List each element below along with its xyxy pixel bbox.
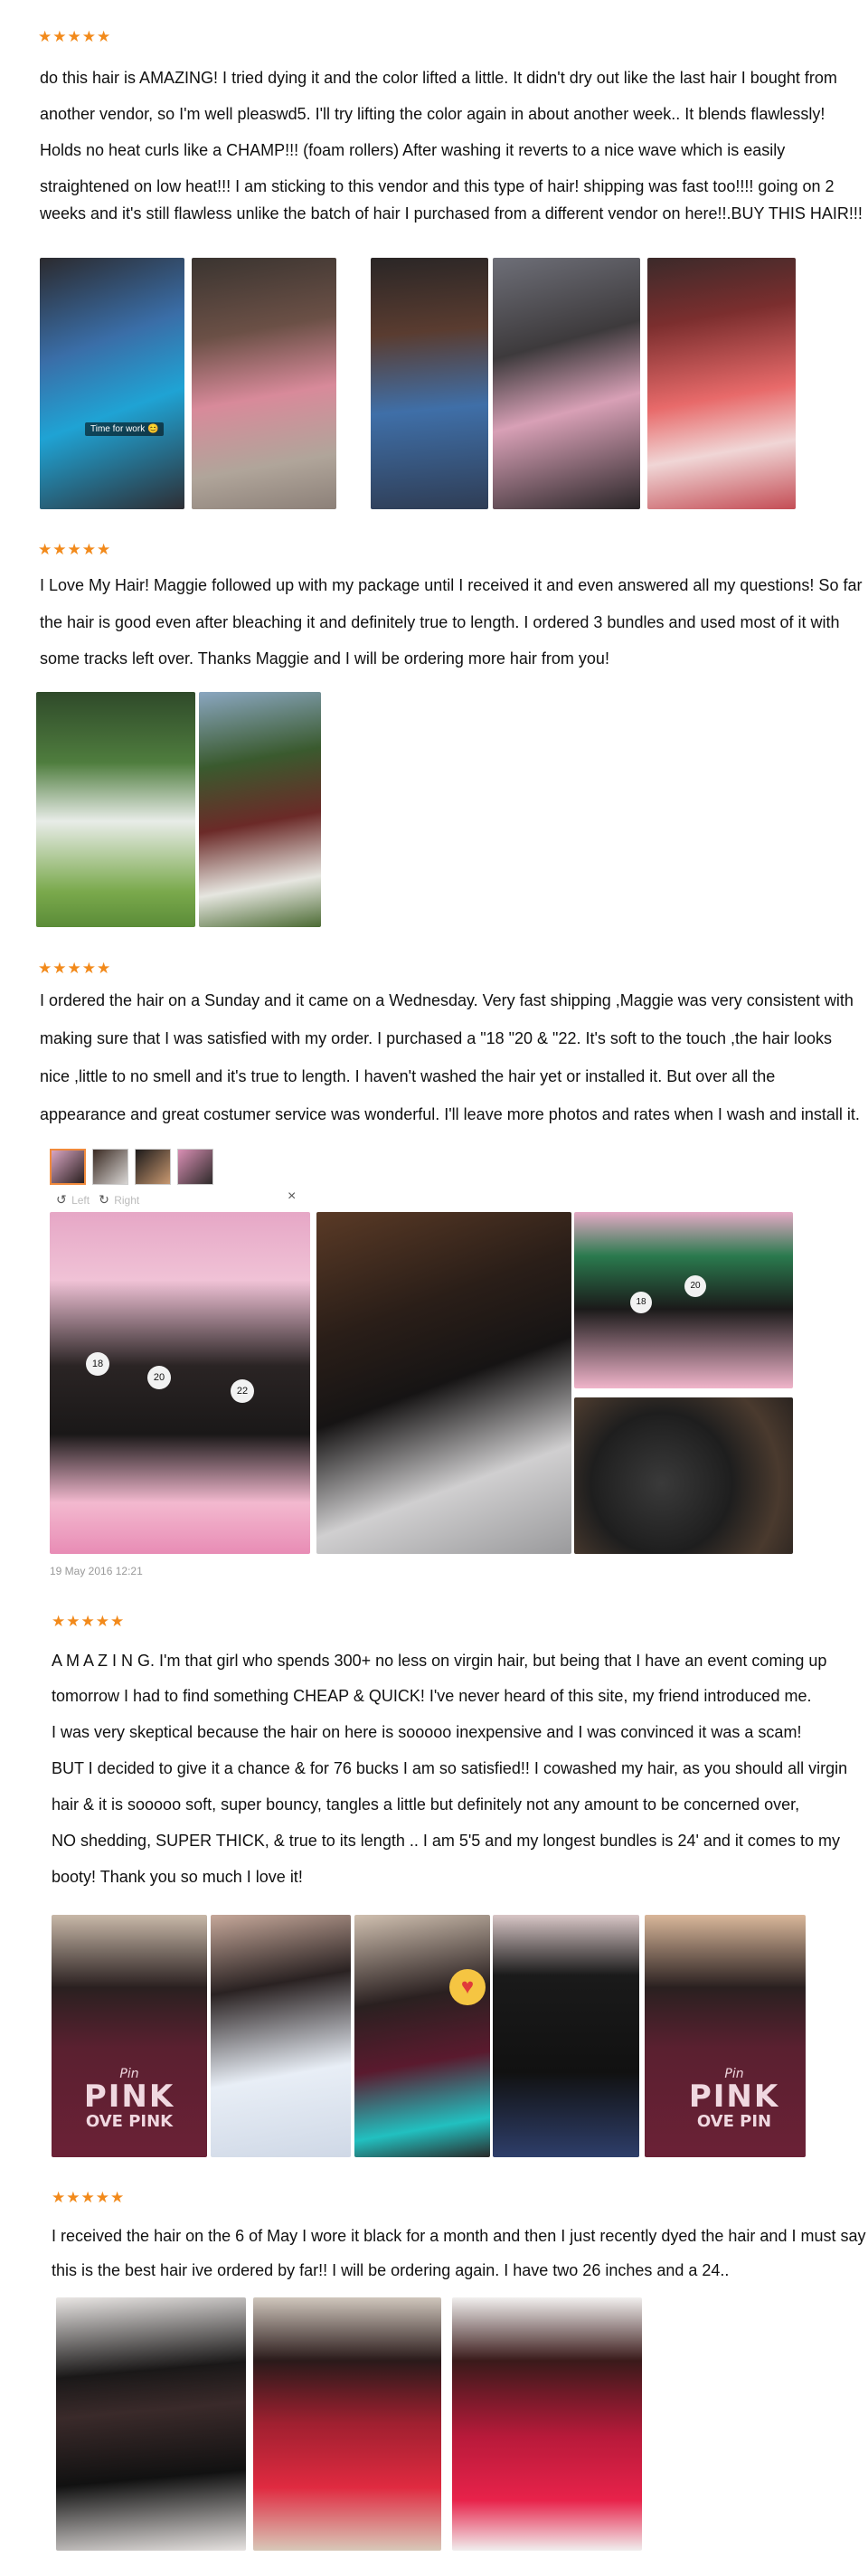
- review-text-line: another vendor, so I'm well pleaswd5. I'll try lifting the color again in about another week.. It blends flawlessly!: [40, 105, 826, 123]
- heart-eyes-emoji-icon: ♥: [449, 1969, 486, 2005]
- review-photo[interactable]: [56, 2297, 246, 2551]
- photo-thumbnail[interactable]: [92, 1149, 128, 1185]
- review-text-line: I was very skeptical because the hair on here is sooooo inexpensive and I was convinced it was a scam!: [52, 1723, 802, 1741]
- review-text-line: Holds no heat curls like a CHAMP!!! (foam rollers) After washing it reverts to a nice wave which is easily: [40, 141, 786, 159]
- bundle-label: 18: [630, 1292, 652, 1313]
- bundle-label: 20: [684, 1275, 706, 1297]
- viewer-main-photo[interactable]: [50, 1212, 310, 1554]
- photo-thumbnail[interactable]: [177, 1149, 213, 1185]
- review-text-line: do this hair is AMAZING! I tried dying it and the color lifted a little. It didn't dry out like the last hair I bought from: [40, 69, 837, 87]
- shirt-text-small: Pin: [119, 2067, 139, 2081]
- shirt-text: [654, 2067, 806, 2131]
- shirt-text-small: Pin: [724, 2067, 744, 2081]
- viewer-toolbar: [56, 1192, 139, 1208]
- shirt-text-bottom: OVE PINK: [85, 2112, 174, 2131]
- bundle-label: 22: [231, 1379, 254, 1403]
- photo-caption: Time for work 😊: [85, 422, 164, 436]
- review-photo[interactable]: [199, 692, 321, 927]
- review-timestamp: 19 May 2016 12:21: [50, 1565, 143, 1577]
- review-photo[interactable]: [647, 258, 796, 509]
- rotate-right-label[interactable]: Right: [114, 1194, 140, 1207]
- review-text-line: weeks and it's still flawless unlike the batch of hair I purchased from a different vendor on here!!.BUY THIS HAIR!!!: [40, 204, 863, 223]
- review-text-line: straightened on low heat!!! I am sticking to this vendor and this type of hair! shipping was fast too!!!! going on 2: [40, 177, 835, 195]
- rotate-left-label[interactable]: Left: [71, 1194, 90, 1207]
- photo-thumbnail[interactable]: [50, 1149, 86, 1185]
- review-photo[interactable]: [36, 692, 195, 927]
- star-rating: ★★★★★: [38, 960, 112, 978]
- review-text-line: I Love My Hair! Maggie followed up with my package until I received it and even answered all my questions! So far: [40, 576, 863, 594]
- rotate-left-icon[interactable]: ↺: [56, 1192, 67, 1207]
- review-photo[interactable]: [316, 1212, 571, 1554]
- review-text-line: A M A Z I N G. I'm that girl who spends 300+ no less on virgin hair, but being that I have an event coming up: [52, 1652, 827, 1670]
- review-photo[interactable]: [452, 2297, 642, 2551]
- review-text-line: making sure that I was satisfied with my order. I purchased a "18 "20 & "22. It's soft to the touch ,the hair looks: [40, 1029, 833, 1047]
- shirt-text-large: PINK: [688, 2079, 780, 2115]
- bundle-label: 20: [147, 1366, 171, 1389]
- review-photo[interactable]: [52, 1915, 207, 2157]
- review-text-line: NO shedding, SUPER THICK, & true to its length .. I am 5'5 and my longest bundles is 24' and it comes to my: [52, 1832, 840, 1850]
- review-text-line: BUT I decided to give it a chance & for 76 bucks I am so satisfied!! I cowashed my hair, as you should all virgin: [52, 1759, 848, 1777]
- review-text-line: some tracks left over. Thanks Maggie and I will be ordering more hair from you!: [40, 649, 609, 668]
- review-photo[interactable]: [493, 1915, 639, 2157]
- review-photo[interactable]: [192, 258, 336, 509]
- photo-thumbnail[interactable]: [135, 1149, 171, 1185]
- star-rating: ★★★★★: [52, 1613, 126, 1631]
- review-photo[interactable]: [371, 258, 488, 509]
- shirt-text-bottom: OVE PIN: [696, 2112, 772, 2131]
- review-text-line: booty! Thank you so much I love it!: [52, 1868, 303, 1886]
- review-photo[interactable]: [253, 2297, 441, 2551]
- bundle-label: 18: [86, 1352, 109, 1376]
- star-rating: ★★★★★: [38, 541, 112, 559]
- review-photo[interactable]: [211, 1915, 351, 2157]
- review-photo[interactable]: [574, 1212, 793, 1388]
- close-icon[interactable]: ×: [288, 1189, 297, 1204]
- review-text-line: this is the best hair ive ordered by far!! I will be ordering again. I have two 26 inches and a 24..: [52, 2261, 730, 2279]
- rotate-right-icon[interactable]: ↻: [99, 1192, 109, 1207]
- review-photo[interactable]: [493, 258, 640, 509]
- review-photo[interactable]: [574, 1397, 793, 1554]
- review-photo[interactable]: [354, 1915, 490, 2157]
- review-photo[interactable]: [645, 1915, 806, 2157]
- shirt-text-large: PINK: [83, 2079, 175, 2115]
- star-rating: ★★★★★: [52, 2189, 126, 2207]
- review-text-line: the hair is good even after bleaching it and definitely true to length. I ordered 3 bundles and used most of it with: [40, 613, 840, 631]
- review-text-line: hair & it is sooooo soft, super bouncy, tangles a little but definitely not any amount to be concerned over,: [52, 1795, 800, 1814]
- review-text-line: I received the hair on the 6 of May I wore it black for a month and then I just recently dyed the hair and I must say: [52, 2227, 866, 2245]
- review-text-line: nice ,little to no smell and it's true to length. I haven't washed the hair yet or installed it. But over all the: [40, 1067, 776, 1085]
- review-text-line: appearance and great costumer service was wonderful. I'll leave more photos and rates when I wash and install it.: [40, 1105, 860, 1123]
- shirt-text: [52, 2067, 207, 2131]
- review-text-line: tomorrow I had to find something CHEAP & QUICK! I've never heard of this site, my friend introduced me.: [52, 1687, 812, 1705]
- star-rating: ★★★★★: [38, 28, 112, 46]
- review-text-line: I ordered the hair on a Sunday and it came on a Wednesday. Very fast shipping ,Maggie was very consistent with: [40, 991, 854, 1009]
- review-photo[interactable]: [40, 258, 184, 509]
